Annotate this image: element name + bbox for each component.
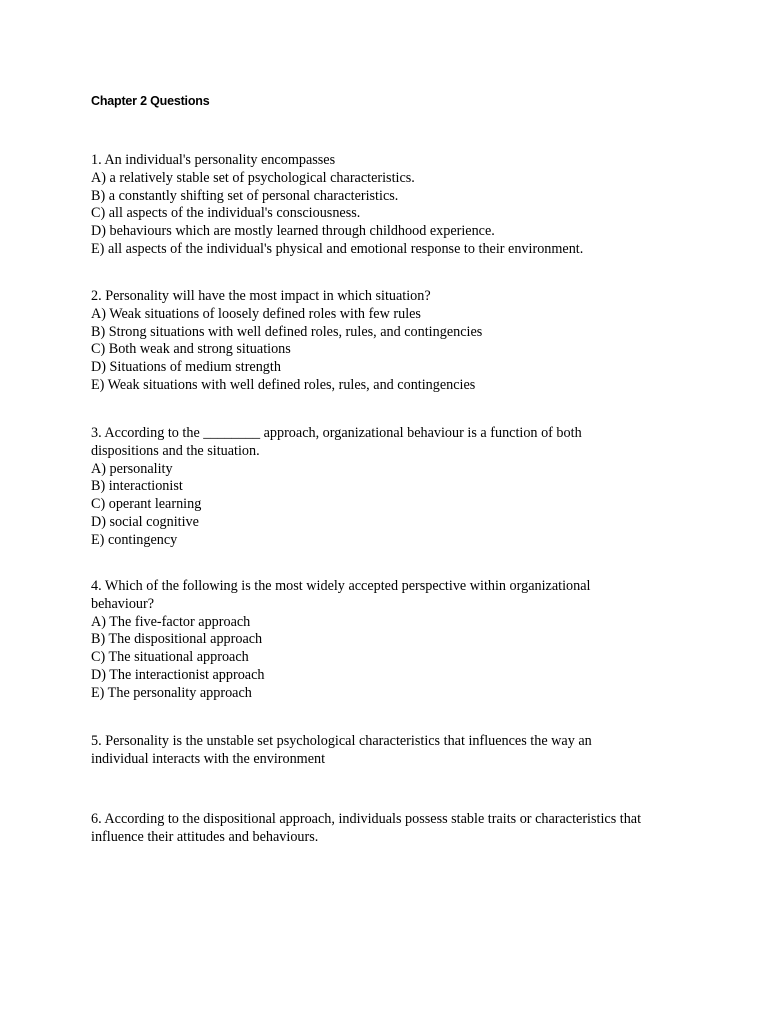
question-1-option-a: A) a relatively stable set of psychological characteristics. [91, 169, 415, 186]
question-6-statement: 6. According to the dispositional approach, individuals possess stable traits or characteristics that [91, 811, 642, 827]
question-3-option-b: B) interactionist [91, 478, 183, 495]
question-1-option-d: D) behaviours which are mostly learned through childhood experience. [91, 223, 495, 240]
question-4 [91, 578, 691, 703]
question-4-stem: 4. Which of the following is the most widely accepted perspective within organizational [91, 578, 591, 594]
question-4-option-a: A) The five-factor approach [91, 613, 251, 630]
question-4-option-b: B) The dispositional approach [91, 631, 263, 648]
question-6 [91, 811, 691, 847]
question-3-stem: 3. According to the ________ approach, organizational behaviour is a function of both [91, 425, 582, 441]
question-2-option-b: B) Strong situations with well defined roles, rules, and contingencies [91, 323, 483, 340]
question-4-option-e: E) The personality approach [91, 684, 252, 701]
question-2-option-a: A) Weak situations of loosely defined roles with few rules [91, 305, 421, 322]
question-1-option-e: E) all aspects of the individual's physical and emotional response to their environment. [91, 240, 584, 257]
question-5-statement: 5. Personality is the unstable set psychological characteristics that influences the way an [91, 733, 592, 749]
question-1-option-b: B) a constantly shifting set of personal characteristics. [91, 187, 399, 204]
question-3-option-c: C) operant learning [91, 496, 202, 513]
question-2-option-d: D) Situations of medium strength [91, 359, 281, 376]
question-1-option-c: C) all aspects of the individual's consciousness. [91, 205, 361, 222]
question-4-stem-continued: behaviour? [91, 595, 155, 612]
question-3 [91, 425, 691, 550]
chapter-title: Chapter 2 Questions [91, 94, 210, 108]
question-4-option-c: C) The situational approach [91, 649, 249, 666]
question-3-option-a: A) personality [91, 460, 173, 477]
question-2 [91, 288, 691, 395]
question-3-option-e: E) contingency [91, 531, 178, 548]
question-1 [91, 152, 691, 259]
question-5-statement-continued: individual interacts with the environment [91, 750, 326, 767]
question-6-statement-continued: influence their attitudes and behaviours. [91, 828, 319, 845]
question-5 [91, 733, 691, 769]
question-4-option-d: D) The interactionist approach [91, 666, 265, 683]
question-2-option-c: C) Both weak and strong situations [91, 341, 291, 358]
question-3-option-d: D) social cognitive [91, 513, 199, 530]
question-2-option-e: E) Weak situations with well defined roles, rules, and contingencies [91, 376, 476, 393]
question-3-stem-continued: dispositions and the situation. [91, 442, 260, 459]
question-1-stem: 1. An individual's personality encompasses [91, 152, 336, 168]
question-2-stem: 2. Personality will have the most impact in which situation? [91, 288, 431, 304]
